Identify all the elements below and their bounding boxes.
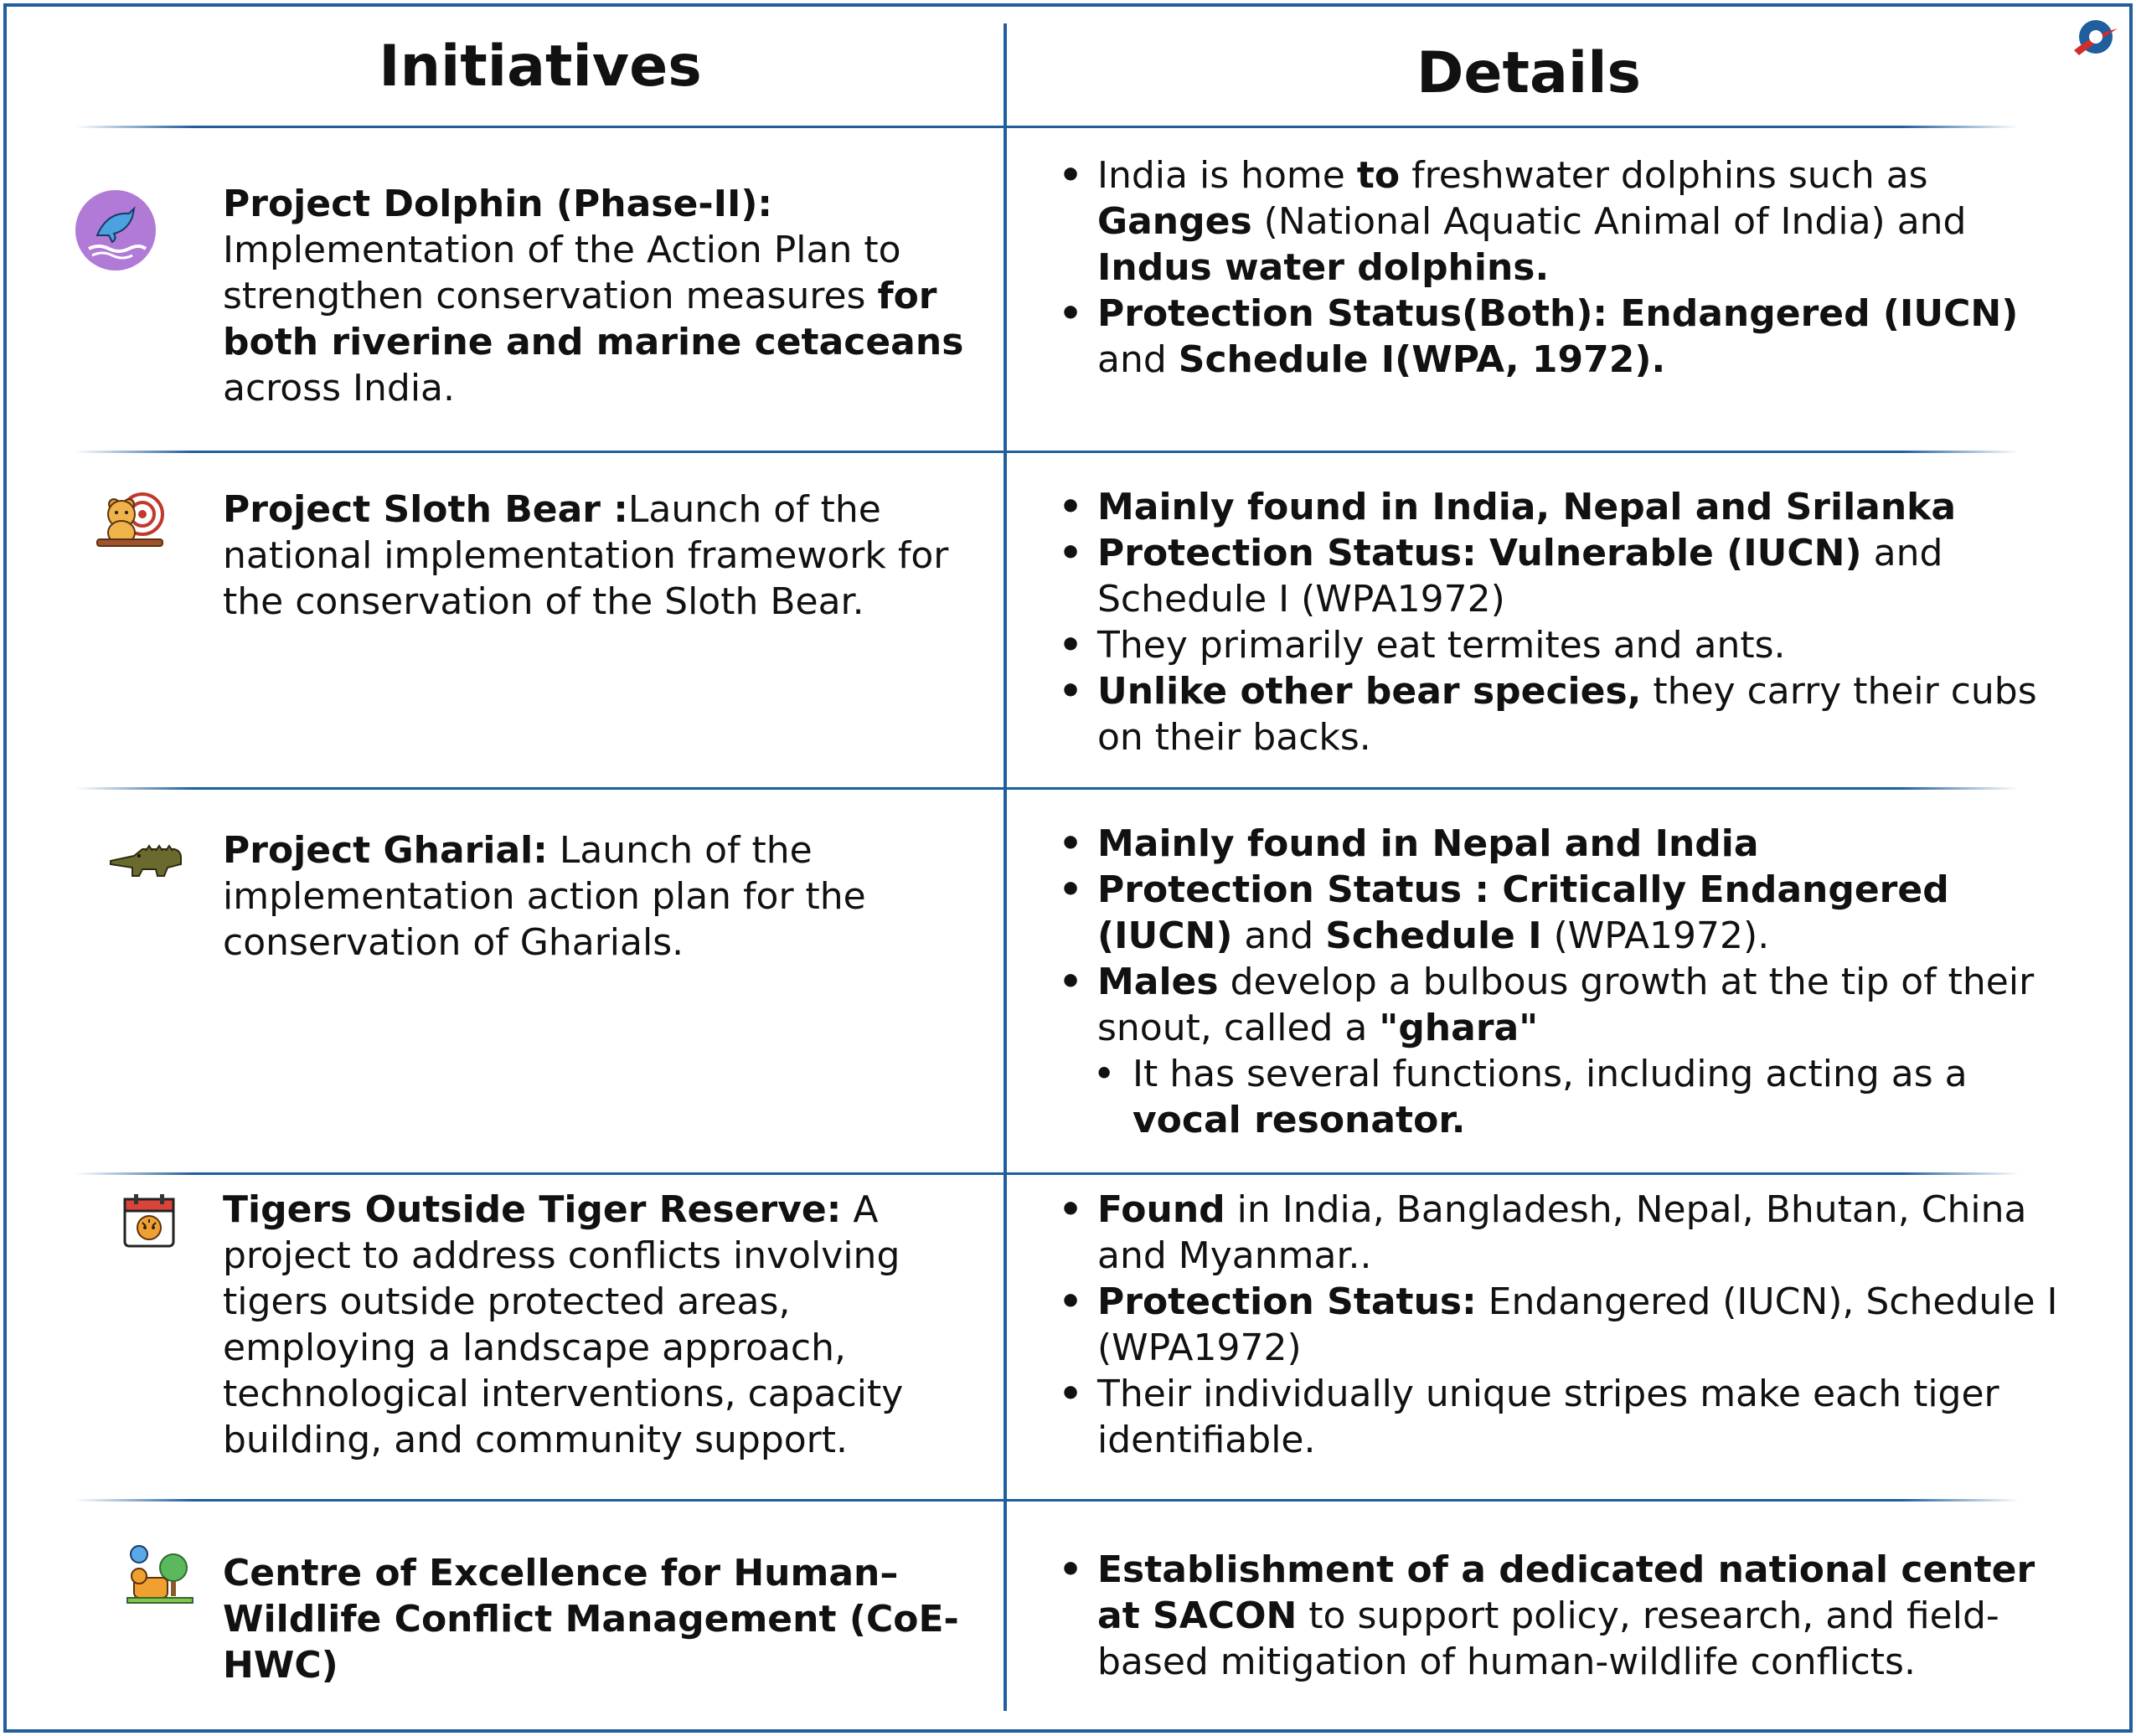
initiative-emphasis: for both riverine and marine cetaceans [223, 275, 964, 363]
initiative-description: Implementation of the Action Plan to strengthen conservation measures [223, 229, 901, 317]
row-divider [75, 451, 2019, 453]
initiative-description: Launch of the implementation action plan for the conservation of Gharials. [223, 829, 866, 964]
list-item: • Their individually unique stripes make each tiger identifiable. [1057, 1371, 2087, 1463]
list-item: • Mainly found in Nepal and India [1057, 821, 2087, 867]
row-divider [75, 1172, 2019, 1175]
initiative-title: Project Sloth Bear : [223, 488, 628, 531]
list-item: • Unlike other bear species, they carry their cubs on their backs. [1057, 668, 2087, 760]
initiative-text [223, 181, 977, 411]
list-item: • Males develop a bulbous growth at the tip of their snout, called a "ghara" [1057, 959, 2087, 1051]
list-item: • It has several functions, including acting as a vocal resonator. [1057, 1051, 2087, 1143]
initiative-description: Launch of the national implementation framework for the conservation of the Sloth Bear. [223, 488, 949, 623]
dolphin-icon [74, 188, 157, 272]
details-list [1057, 821, 2087, 1143]
wildlife-habitat-icon [126, 1544, 194, 1606]
sloth-bear-icon [94, 486, 168, 553]
list-item: • Protection Status: Vulnerable (IUCN) and Schedule I (WPA1972) [1057, 530, 2087, 622]
initiative-text [223, 827, 977, 966]
details-list [1057, 484, 2087, 760]
list-item: • Mainly found in India, Nepal and Srilanka [1057, 484, 2087, 530]
header-initiatives: Initiatives [379, 33, 702, 100]
initiative-title: Tigers Outside Tiger Reserve: [223, 1188, 842, 1231]
initiative-description: A project to address conflicts involving tigers outside protected areas, employing a landscape approach, technological interventions, capacity building, and community support. [223, 1188, 904, 1461]
row-divider [75, 1499, 2019, 1502]
logo-icon [2062, 10, 2123, 70]
initiative-title: Project Dolphin (Phase-II): [223, 183, 773, 225]
details-list [1057, 1187, 2087, 1463]
list-item: • Protection Status : Critically Endangered (IUCN) and Schedule I (WPA1972). [1057, 867, 2087, 959]
list-item: • India is home to freshwater dolphins such as Ganges (National Aquatic Animal of India) and Indus water dolphins. [1057, 152, 2087, 291]
header-details: Details [1416, 40, 1642, 106]
list-item: • Establishment of a dedicated national center at SACON to support policy, research, and field-based mitigation of human-wildlife conflicts. [1057, 1547, 2087, 1685]
initiative-title: Project Gharial: [223, 829, 548, 872]
details-list [1057, 152, 2087, 383]
details-list [1057, 1547, 2087, 1685]
list-item: • Found in India, Bangladesh, Nepal, Bhutan, China and Myanmar.. [1057, 1187, 2087, 1279]
gharial-icon [109, 839, 183, 881]
initiative-text [223, 487, 977, 625]
initiative-text [223, 1550, 977, 1688]
list-item: • Protection Status(Both): Endangered (IUCN) and Schedule I(WPA, 1972). [1057, 291, 2087, 383]
tiger-calendar-icon [122, 1193, 176, 1249]
initiative-description: across India. [223, 367, 455, 410]
row-divider [75, 787, 2019, 790]
list-item: • Protection Status: Endangered (IUCN), Schedule I (WPA1972) [1057, 1279, 2087, 1371]
column-divider [1004, 23, 1007, 1711]
initiative-title: Centre of Excellence for Human–Wildlife Conflict Management (CoE-HWC) [223, 1552, 959, 1687]
row-divider [75, 126, 2019, 128]
initiative-text [223, 1187, 977, 1463]
list-item: • They primarily eat termites and ants. [1057, 622, 2087, 668]
